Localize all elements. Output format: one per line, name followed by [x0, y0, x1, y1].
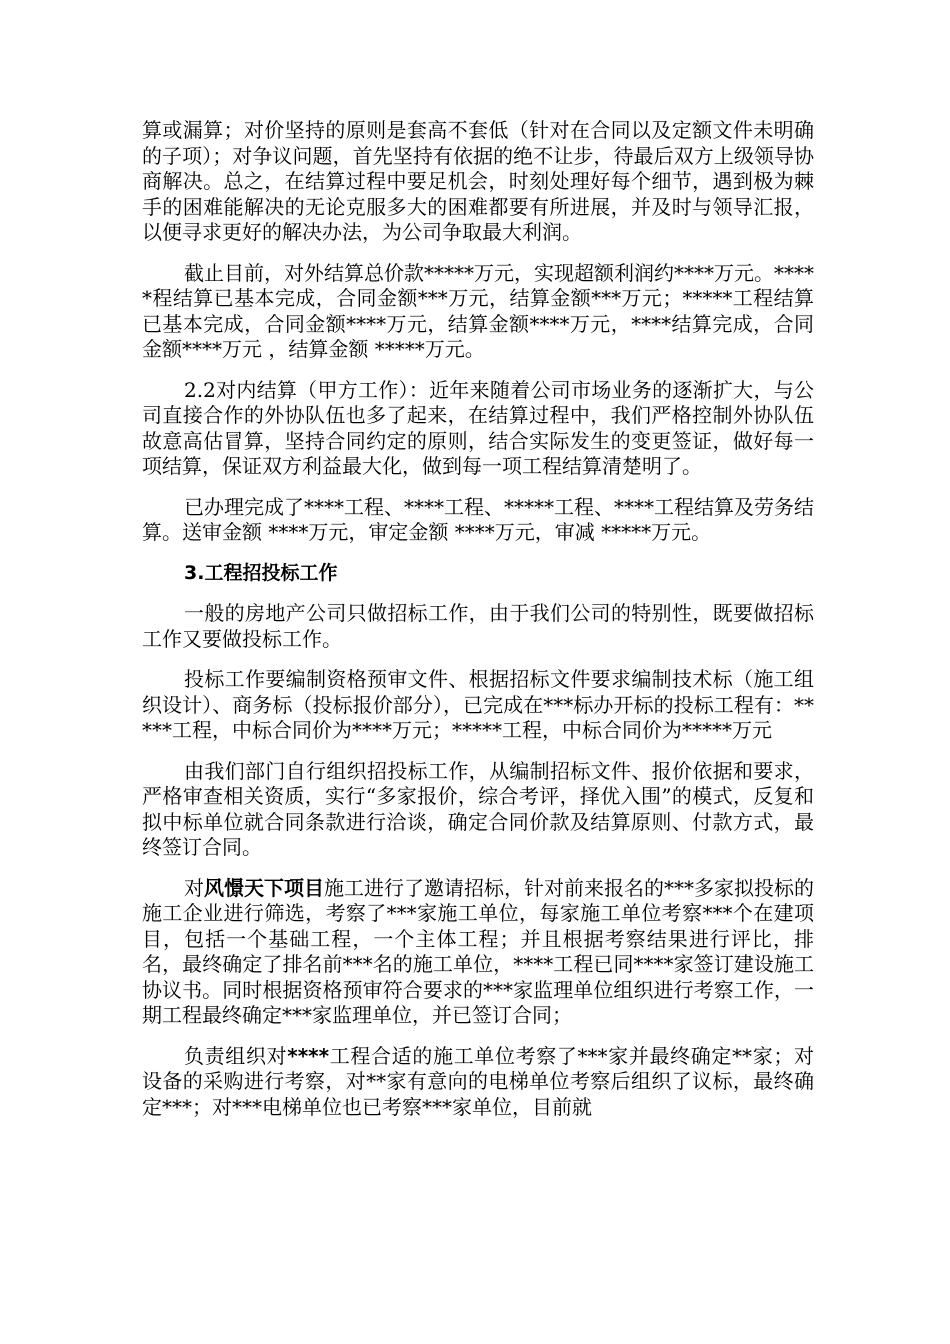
document-page	[142, 118, 814, 1135]
section-heading-bidding: 3.工程招投标工作	[184, 561, 338, 584]
paragraph-self-organized-tender: 由我们部门自行组织招投标工作，从编制招标文件、报价依据和要求，严格审查相关资质，实行“多家报价，综合考评，择优入围”的模式，反复和拟中标单位就合同条款进行洽谈，确定合同价款及结算原则、付款方式，最终签订合同。	[142, 758, 814, 859]
project-name-bold: 风憬天下项目	[204, 875, 324, 900]
paragraph-bidding-intro: 一般的房地产公司只做招标工作，由于我们公司的特别性，既要做招标工作又要做投标工作。	[142, 601, 814, 651]
project-placeholder-bold: ****	[287, 1043, 330, 1068]
paragraph-settlement-principles: 算或漏算；对价坚持的原则是套高不套低（针对在合同以及定额文件未明确的子项）；对争议问题，首先坚持有依据的绝不让步，待最后双方上级领导协商解决。总之，在结算过程中要足机会，时刻处理好每个细节，遇到极为棘手的困难能解决的无论克服多大的困难都要有所进展，并及时与领导汇报，以便寻求更好的解决办法，为公司争取最大利润。	[142, 118, 814, 244]
paragraph-project-invitation-tender	[142, 876, 814, 1029]
paragraph-text: 对	[184, 875, 204, 900]
paragraph-bid-preparation: 投标工作要编制资格预审文件、根据招标文件要求编制技术标（施工组织设计）、商务标（投标报价部分），已完成在***标办开标的投标工程有：*****工程，中标合同价为****万元；*****工程，中标合同价为*****万元	[142, 667, 814, 742]
paragraph-text: 负责组织对	[184, 1043, 288, 1068]
paragraph-external-settlement-totals: 截止目前，对外结算总价款*****万元，实现超额利润约****万元。*****程结算已基本完成，合同金额***万元，结算金额***万元；*****工程结算已基本完成，合同金额****万元，结算金额****万元，****结算完成，合同金额****万元 ，结算金额 *****万元。	[142, 260, 814, 361]
paragraph-contractor-inspection	[142, 1044, 814, 1121]
paragraph-internal-settlement: 2.2对内结算（甲方工作）：近年来随着公司市场业务的逐渐扩大，与公司直接合作的外协队伍也多了起来，在结算过程中，我们严格控制外协队伍故意高估冒算，坚持合同约定的原则，结合实际发生的变更签证，做好每一项结算，保证双方利益最大化，做到每一项工程结算清楚明了。	[142, 377, 814, 478]
paragraph-completed-settlements: 已办理完成了****工程、****工程、*****工程、****工程结算及劳务结算。送审金额 ****万元，审定金额 ****万元，审减 *****万元。	[142, 494, 814, 544]
paragraph-text: 工程合适的施工单位考察了***家并最终确定**家；对设备的采购进行考察，对**家有意向的电梯单位考察后组织了议标，最终确定***；对***电梯单位也已考察***家单位，目前就	[142, 1043, 815, 1119]
paragraph-text: 施工进行了邀请招标，针对前来报名的***多家拟投标的施工企业进行筛选，考察了***家施工单位，每家施工单位考察***个在建项目，包括一个基础工程，一个主体工程；并且根据考察结果进行评比，排名，最终确定了排名前***名的施工单位，****工程已同****家签订建设施工协议书。同时根据资格预审符合要求的***家监理单位组织进行考察工作，一期工程最终确定***家监理单位，并已签订合同；	[142, 875, 814, 1027]
